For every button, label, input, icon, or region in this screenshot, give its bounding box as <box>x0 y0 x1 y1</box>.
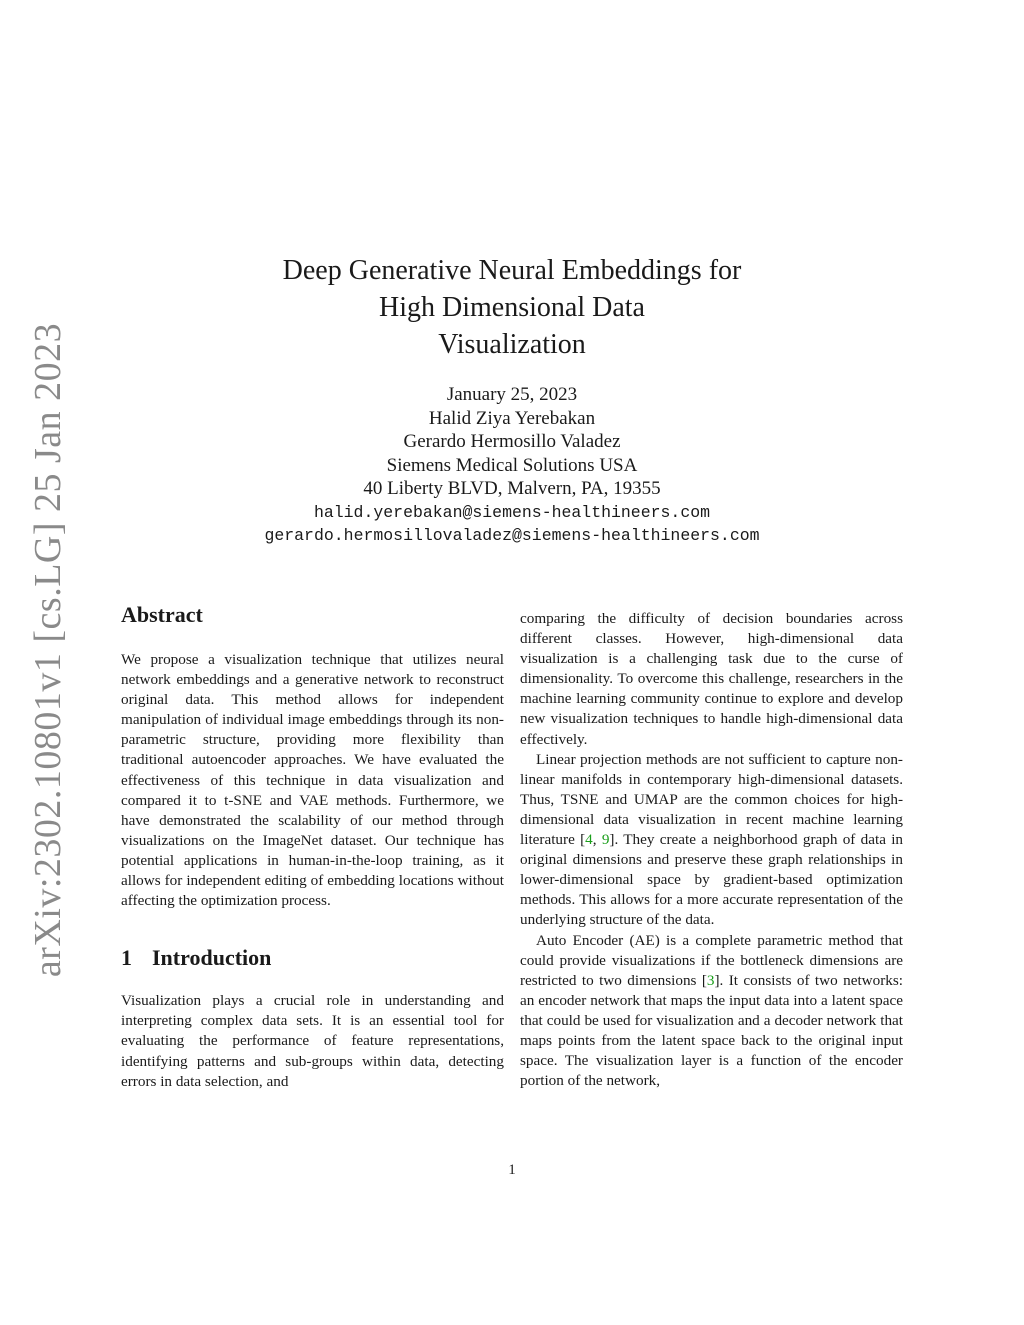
author-name-1: Halid Ziya Yerebakan <box>428 407 596 429</box>
author-email-2[interactable]: gerardo.hermosillovaladez@siemens-healthineers.com <box>264 526 760 545</box>
paragraph-3-text-a: Auto Encoder (AE) is a complete parametric method that could provide visualizations if the bottleneck dimensions are restricted to two dimensions [ <box>520 931 903 989</box>
page-number: 1 <box>508 1162 516 1178</box>
intro-paragraph-2 <box>520 750 903 931</box>
citation-link-9[interactable]: 9 <box>601 831 610 849</box>
title-line-2: High Dimensional Data <box>379 292 645 323</box>
address: 40 Liberty BLVD, Malvern, PA, 19355 <box>363 478 661 499</box>
abstract-heading: Abstract <box>121 602 203 627</box>
section-number: 1 <box>121 945 132 971</box>
intro-paragraph-1: Visualization plays a crucial role in understanding and interpreting complex data sets. It is an essential tool for evaluating the performance of feature representations, identifying patterns and sub-groups within data, detecting errors in data selection, and <box>121 992 504 1090</box>
intro-paragraph-1-continued: comparing the difficulty of decision boundaries across different classes. However, high-dimensional data visualization is a challenging task due to the curse of dimensionality. To overcome this challenge, researchers in the machine learning community continue to explore and develop new visualization techniques to handle high-dimensional data effectively. <box>520 610 903 748</box>
author-metadata <box>0 383 1024 548</box>
publication-date: January 25, 2023 <box>446 384 578 405</box>
right-column <box>520 609 903 1091</box>
abstract-text: We propose a visualization technique that utilizes neural network embeddings and a generative network to reconstruct original data. This method allows for independent manipulation of individual image embeddings through its non-parametric structure, providing more flexibility than traditional autoencoder approaches. We have evaluated the effectiveness of this technique in data visualization and compared it to t-SNE and VAE methods. Furthermore, we have demonstrated the scalability of our method through visualizations on the ImageNet dataset. Our technique has potential applications in human-in-the-loop training, as it allows for independent editing of embedding locations without affecting the optimization process. <box>121 651 504 910</box>
introduction-heading <box>121 943 504 973</box>
title-line-3: Visualization <box>438 329 586 360</box>
citation-link-3[interactable]: 3 <box>706 971 715 989</box>
author-name-2: Gerardo Hermosillo Valadez <box>403 431 621 452</box>
citation-link-4[interactable]: 4 <box>585 831 593 849</box>
title-block <box>0 252 1024 363</box>
paragraph-3-text-b: ]. It consists of two networks: an encoder network that maps the input data into a latent space that could be used for visualization and a decoder network that maps points from the latent space back to the original input space. The visualization layer is a function of the encoder portion of the network, <box>520 971 904 1090</box>
arxiv-identifier-stamp: arXiv:2302.10801v1 [cs.LG] 25 Jan 2023 <box>27 322 69 978</box>
section-title: Introduction <box>152 945 272 971</box>
left-column <box>121 600 504 1092</box>
title-line-1: Deep Generative Neural Embeddings for <box>282 255 742 286</box>
paragraph-2-text-a: Linear projection methods are not sufficient to capture non-linear manifolds in contemporary high-dimensional datasets. Thus, TSNE and UMAP are the common choices for high-dimensional data visualization in recent machine learning literature [ <box>520 750 903 849</box>
paragraph-2-text-b: ]. They create a neighborhood graph of data in original dimensions and preserve these graph relationships in lower-dimensional space by gradient-based optimization methods. This allows for a more accurate representation of the underlying structure of the data. <box>520 831 904 929</box>
intro-paragraph-3 <box>520 931 903 1092</box>
affiliation: Siemens Medical Solutions USA <box>386 454 638 476</box>
author-email-1[interactable]: halid.yerebakan@siemens-healthineers.com <box>313 502 711 522</box>
citation-separator: , <box>592 831 602 849</box>
paper-title <box>0 252 1024 363</box>
